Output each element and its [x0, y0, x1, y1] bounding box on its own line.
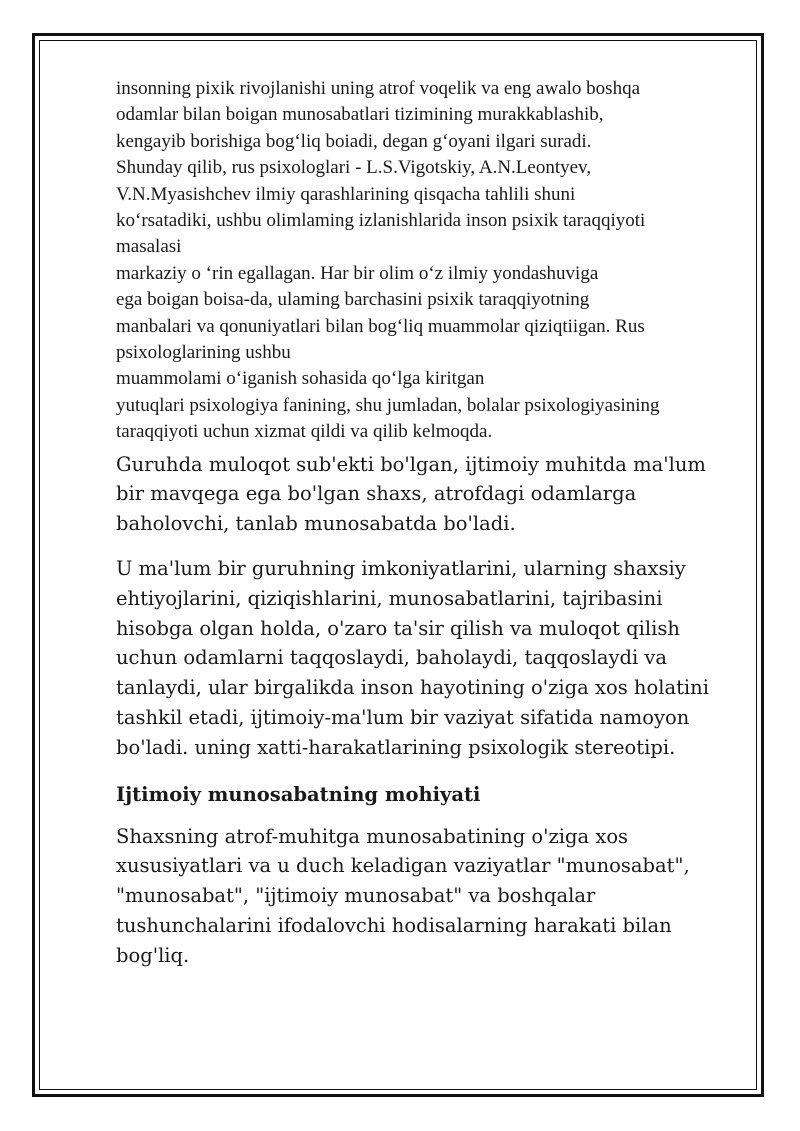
text-line: hisobga olgan holda, o'zaro ta'sir qilish va muloqot qilish	[116, 616, 680, 640]
text-line: xususiyatlari va u duch keladigan vaziyatlar "munosabat",	[116, 854, 690, 878]
text-line: markaziy o ‘rin egallagan. Har bir olim o‘z ilmiy yondashuviga	[116, 262, 599, 284]
text-line: yutuqlari psixologiya fanining, shu jumladan, bolalar psixologiyasining	[116, 394, 660, 416]
text-line: baholovchi, tanlab munosabatda bo'ladi.	[116, 512, 516, 536]
text-line: Guruhda muloqot sub'ekti bo'lgan, ijtimoiy muhitda ma'lum	[116, 452, 706, 476]
text-line: insonning pixik rivojlanishi uning atrof voqelik va eng awalo boshqa	[116, 78, 641, 99]
text-line: uchun odamlarni taqqoslaydi, baholaydi, taqqoslaydi va	[116, 646, 668, 670]
text-line: psixologlarining ushbu	[116, 342, 291, 364]
intro-paragraph	[116, 76, 732, 446]
text-line: bo'ladi. uning xatti-harakatlarining psixologik stereotipi.	[116, 735, 676, 759]
paragraph-guruhda	[116, 450, 732, 539]
text-line: ehtiyojlarini, qiziqishlarini, munosabatlarini, tajribasini	[116, 586, 663, 610]
text-line: kengayib borishiga bog‘liq boiadi, degan g‘oyani ilgari suradi.	[116, 130, 592, 152]
text-line: tashkil etadi, ijtimoiy-ma'lum bir vaziyat sifatida namoyon	[116, 706, 690, 730]
text-line: bir mavqega ega bo'lgan shaxs, atrofdagi odamlarga	[116, 482, 637, 506]
page-content	[116, 76, 732, 971]
text-line: muammolami o‘iganish sohasida qo‘lga kiritgan	[116, 368, 485, 390]
text-line: ko‘rsatadiki, ushbu olimlaming izlanishlarida inson psixik taraqqiyoti	[116, 210, 646, 232]
text-line: bog'liq.	[116, 943, 190, 967]
text-line: taraqqiyoti uchun xizmat qildi va qilib kelmoqda.	[116, 421, 493, 443]
section-heading: Ijtimoiy munosabatning mohiyati	[116, 782, 481, 806]
text-line: manbalari va qonuniyatlari bilan bog‘liq muammolar qiziqtiigan. Rus	[116, 315, 645, 337]
text-line: "munosabat", "ijtimoiy munosabat" va boshqalar	[116, 884, 596, 908]
paragraph-shaxsning	[116, 822, 732, 971]
text-line: U ma'lum bir guruhning imkoniyatlarini, ularning shaxsiy	[116, 557, 686, 581]
paragraph-guruh-imkoniyatlari	[116, 554, 732, 763]
text-line: masalasi	[116, 236, 182, 258]
text-line: odamlar bilan boigan munosabatlari tizimining murakkablashib,	[116, 104, 604, 126]
text-line: tanlaydi, ular birgalikda inson hayotining o'ziga xos holatini	[116, 676, 709, 700]
text-line: tushunchalarini ifodalovchi hodisalarning harakati bilan	[116, 914, 672, 938]
text-line: Shaxsning atrof-muhitga munosabatining o'ziga xos	[116, 824, 629, 848]
text-line: ega boigan boisa-da, ulaming barchasini psixik taraqqiyotning	[116, 289, 590, 311]
text-line: V.N.Myasishchev ilmiy qarashlarining qisqacha tahlili shuni	[116, 183, 576, 205]
text-line: Shunday qilib, rus psixologlari - L.S.Vigotskiy, A.N.Leontyev,	[116, 157, 592, 179]
